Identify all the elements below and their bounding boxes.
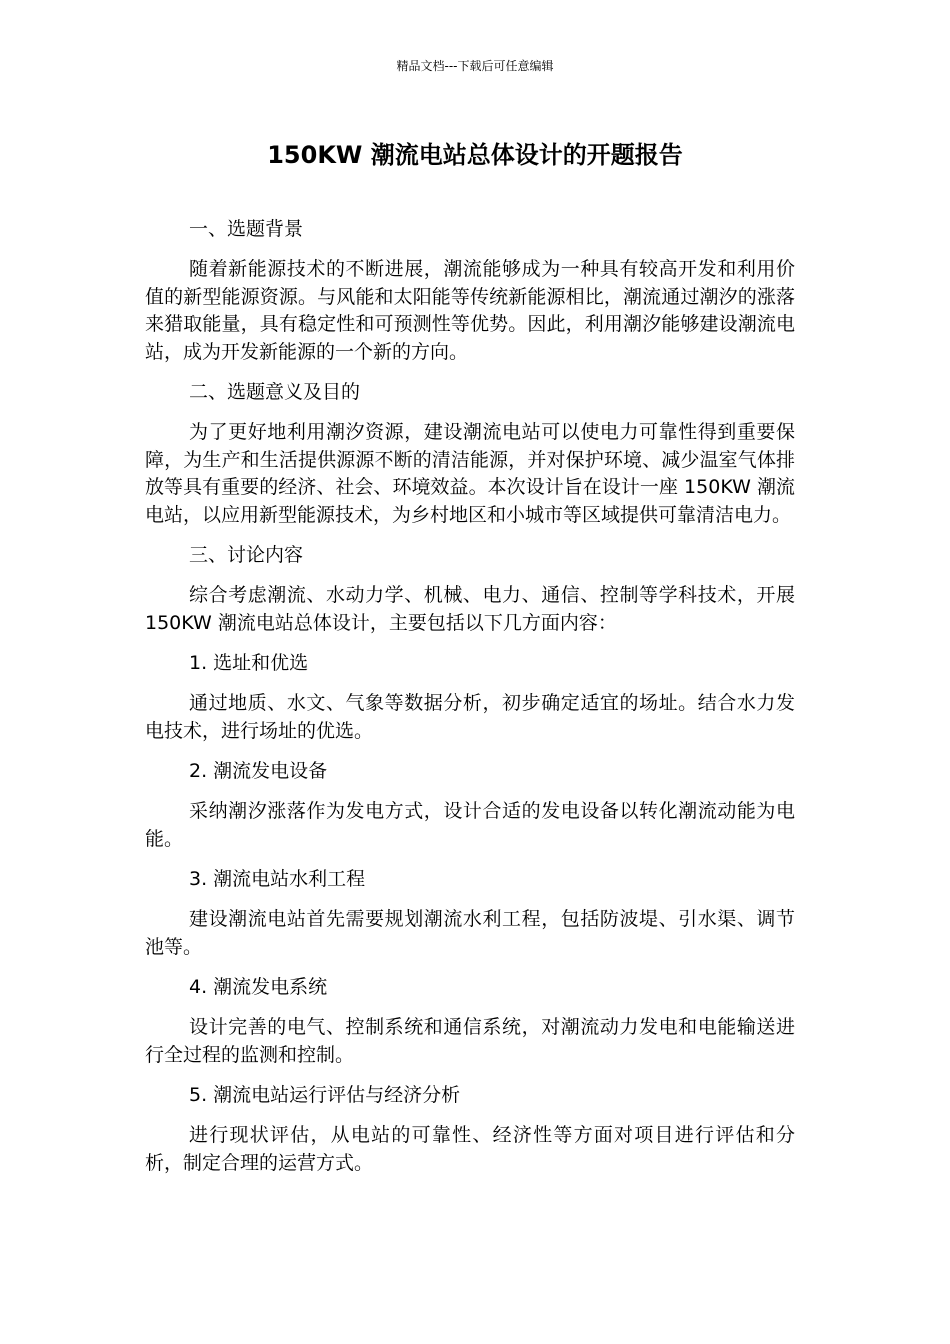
section-heading-significance: 二、选题意义及目的 [189, 381, 361, 403]
paragraph-generation-system: 设计完善的电气、控制系统和通信系统，对潮流动力发电和电能输送进行全过程的监测和控制。 [145, 1016, 795, 1066]
paragraph-significance: 为了更好地利用潮汐资源，建设潮流电站可以使电力可靠性得到重要保障，为生产和生活提供源源不断的清洁能源，并对保护环境、减少温室气体排放等具有重要的经济、社会、环境效益。本次设计旨在设计一座 150KW 潮流电站，以应用新型能源技术，为乡村地区和小城市等区域提供可靠清洁电力。 [145, 421, 795, 526]
paragraph-operation-evaluation: 进行现状评估，从电站的可靠性、经济性等方面对项目进行评估和分析，制定合理的运营方式。 [145, 1124, 795, 1174]
document-body [145, 214, 795, 1188]
paragraph-research-content: 综合考虑潮流、水动力学、机械、电力、通信、控制等学科技术，开展 150KW 潮流电站总体设计，主要包括以下几方面内容： [145, 584, 795, 634]
section-heading-background: 一、选题背景 [189, 218, 304, 240]
section-heading-research-content: 三、讨论内容 [189, 544, 304, 566]
page-header-note: 精品文档---下载后可任意编辑 [396, 59, 554, 73]
paragraph-site-selection: 通过地质、水文、气象等数据分析，初步确定适宜的场址。结合水力发电技术，进行场址的优选。 [145, 692, 795, 742]
subheading-site-selection: 1. 选址和优选 [189, 652, 309, 674]
subheading-generation-system: 4. 潮流发电系统 [189, 976, 328, 998]
document-title: 150KW 潮流电站总体设计的开题报告 [267, 141, 683, 169]
subheading-hydraulic-engineering: 3. 潮流电站水利工程 [189, 868, 366, 890]
paragraph-generation-equipment: 采纳潮汐涨落作为发电方式，设计合适的发电设备以转化潮流动能为电能。 [145, 800, 795, 850]
subheading-generation-equipment: 2. 潮流发电设备 [189, 760, 328, 782]
subheading-operation-evaluation: 5. 潮流电站运行评估与经济分析 [189, 1084, 461, 1106]
paragraph-background: 随着新能源技术的不断进展，潮流能够成为一种具有较高开发和利用价值的新型能源资源。与风能和太阳能等传统新能源相比，潮流通过潮汐的涨落来猎取能量，具有稳定性和可预测性等优势。因此，利用潮汐能够建设潮流电站，成为开发新能源的一个新的方向。 [145, 258, 795, 363]
paragraph-hydraulic-engineering: 建设潮流电站首先需要规划潮流水利工程，包括防波堤、引水渠、调节池等。 [145, 908, 795, 958]
